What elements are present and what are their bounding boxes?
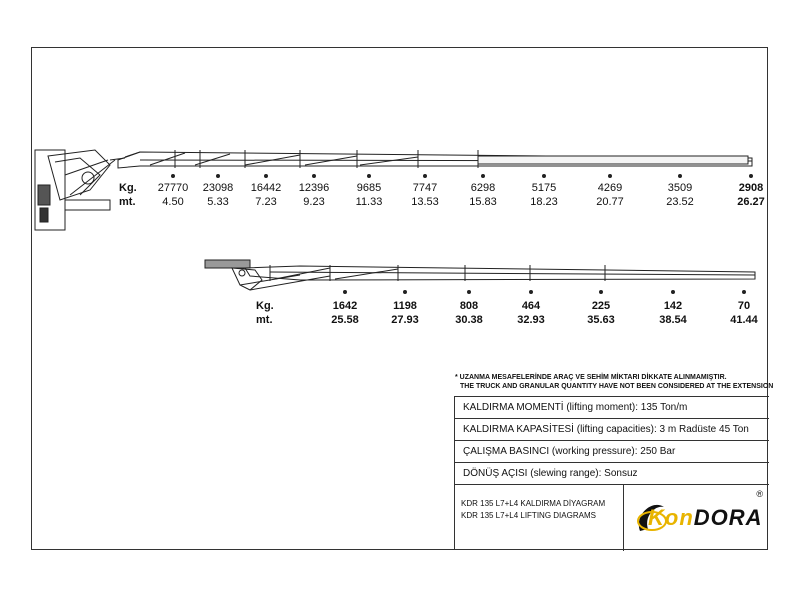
capacity-value: 70 (737, 300, 751, 312)
capacity-value: 4269 (597, 182, 623, 194)
capacity-value: 808 (459, 300, 479, 312)
logo-wordmark (648, 505, 763, 531)
capacity-value: 16442 (250, 182, 282, 194)
boom-1-tip-section (478, 156, 748, 164)
capacity-value: 3509 (667, 182, 693, 194)
radius-marker (217, 175, 220, 178)
registered-mark: ® (756, 489, 763, 499)
radius-marker (600, 291, 603, 294)
note-line-2: THE TRUCK AND GRANULAR QUANTITY HAVE NOT BEEN CONSIDERED AT THE EXTENSION (460, 383, 774, 390)
kondora-logo (623, 485, 769, 551)
capacity-value: 27770 (157, 182, 189, 194)
spec-working-pressure: ÇALIŞMA BASINCI (working pressure): 250 Bar (455, 440, 769, 462)
title-block (455, 484, 769, 550)
spec-table (454, 396, 768, 550)
radius-value: 32.93 (517, 314, 545, 326)
radius-value: 11.33 (355, 196, 383, 208)
radius-marker (530, 291, 533, 294)
capacity-value: 12396 (298, 182, 330, 194)
radius-marker (679, 175, 682, 178)
radius-value: 15.83 (469, 196, 497, 208)
boom-2-section-line (270, 272, 755, 275)
radius-marker (743, 291, 746, 294)
radius-value: 9.23 (303, 196, 325, 208)
radius-marker (404, 291, 407, 294)
radius-marker (344, 291, 347, 294)
capacity-value: 23098 (202, 182, 234, 194)
logo-name: DORA (693, 505, 763, 530)
capacity-value: 225 (591, 300, 611, 312)
radius-value: 23.52 (666, 196, 694, 208)
radius-value: 30.38 (455, 314, 483, 326)
boom-2 (245, 265, 755, 294)
radius-value: 41.44 (730, 314, 758, 326)
title-line-en: KDR 135 L7+L4 LIFTING DIAGRAMS (461, 511, 596, 520)
radius-marker (543, 175, 546, 178)
kg-label-2: Kg. (256, 300, 274, 312)
note-line-1: * UZANMA MESAFELERİNDE ARAÇ VE SEHİM MİKTARI DİKKATE ALINMAMIŞTIR. (455, 374, 727, 381)
boom-1-joint (125, 152, 140, 157)
radius-marker (368, 175, 371, 178)
crane-base-1 (35, 150, 125, 230)
radius-value: 25.58 (331, 314, 359, 326)
radius-value: 5.33 (207, 196, 229, 208)
boom-1-cylinder (360, 157, 418, 165)
radius-marker (672, 291, 675, 294)
capacity-value: 1198 (393, 300, 417, 312)
capacity-value: 9685 (356, 182, 382, 194)
boom-1-cylinder (150, 153, 185, 165)
radius-value: 20.77 (596, 196, 624, 208)
radius-value: 18.23 (530, 196, 558, 208)
radius-marker (609, 175, 612, 178)
radius-marker (468, 291, 471, 294)
kg-label-1: Kg. (119, 182, 137, 194)
logo-prefix: Kon (648, 505, 694, 530)
radius-marker (313, 175, 316, 178)
capacity-value: 5175 (531, 182, 557, 194)
capacity-value: 2908 (738, 182, 764, 194)
radius-value: 38.54 (659, 314, 687, 326)
radius-value: 13.53 (411, 196, 439, 208)
capacity-value: 1642 (332, 300, 358, 312)
capacity-value: 142 (663, 300, 683, 312)
capacity-value: 464 (521, 300, 541, 312)
capacity-value: 6298 (470, 182, 496, 194)
spec-lifting-capacity: KALDIRMA KAPASİTESİ (lifting capacities): 3 m Radüste 45 Ton (455, 418, 769, 440)
radius-value: 26.27 (737, 196, 765, 208)
radius-marker (482, 175, 485, 178)
boom-1 (118, 150, 753, 178)
boom-2-cylinder (335, 269, 398, 279)
radius-marker (424, 175, 427, 178)
crane-base-2 (205, 260, 330, 290)
radius-marker (750, 175, 753, 178)
radius-value: 4.50 (162, 196, 184, 208)
radius-value: 7.23 (255, 196, 277, 208)
title-line-tr: KDR 135 L7+L4 KALDIRMA DİYAGRAM (461, 499, 606, 508)
radius-value: 35.63 (587, 314, 615, 326)
radius-marker (172, 175, 175, 178)
radius-value: 27.93 (391, 314, 419, 326)
mt-label-1: mt. (119, 196, 136, 208)
radius-marker (265, 175, 268, 178)
mt-label-2: mt. (256, 314, 273, 326)
spec-lifting-moment: KALDIRMA MOMENTİ (lifting moment): 135 Ton/m (455, 396, 769, 418)
capacity-value: 7747 (412, 182, 438, 194)
spec-slewing-range: DÖNÜŞ AÇISI (slewing range): Sonsuz (455, 462, 769, 484)
